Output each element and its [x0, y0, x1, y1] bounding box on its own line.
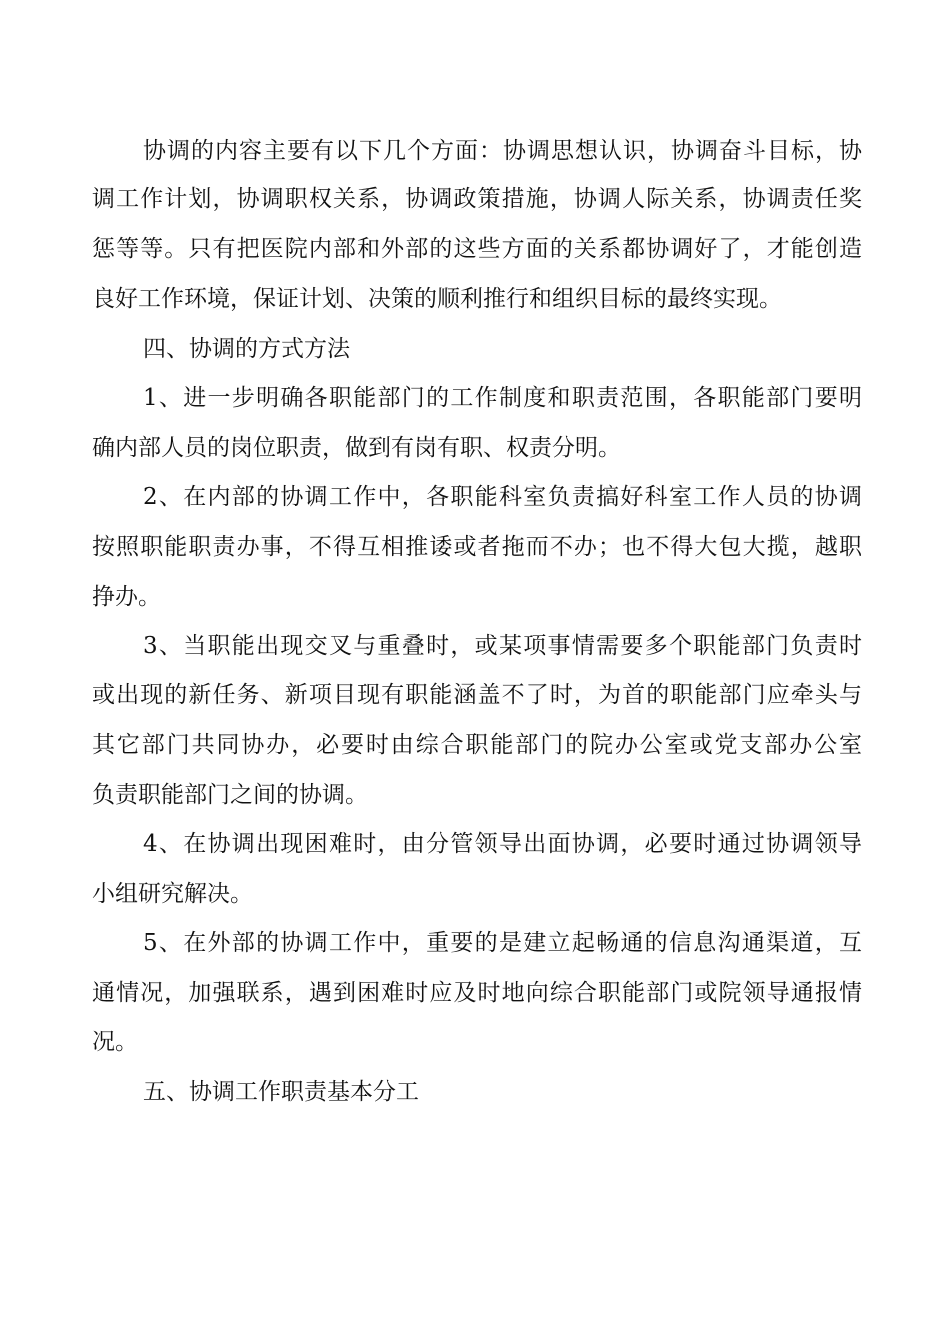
list-item-3: 其它部门共同协办，必要时由综合职能部门的院办公室或党支部办公室 [92, 732, 862, 758]
list-item-5: 通情况，加强联系，遇到困难时应及时地向综合职能部门或院领导通报情 [92, 980, 862, 1006]
paragraph-coordination-content: 惩等等。只有把医院内部和外部的这些方面的关系都协调好了，才能创造 [92, 236, 862, 262]
list-item-5: 5、在外部的协调工作中，重要的是建立起畅通的信息沟通渠道，互 [143, 930, 862, 956]
list-item-3: 负责职能部门之间的协调。 [92, 782, 368, 808]
section-heading-division-of-duties: 五、协调工作职责基本分工 [143, 1079, 419, 1105]
list-item-2: 按照职能职责办事，不得互相推诿或者拖而不办；也不得大包大揽，越职 [92, 534, 862, 560]
paragraph-coordination-content: 协调的内容主要有以下几个方面：协调思想认识，协调奋斗目标，协 [143, 138, 862, 164]
list-item-2: 2、在内部的协调工作中，各职能科室负责搞好科室工作人员的协调 [143, 484, 862, 510]
list-item-1: 1、进一步明确各职能部门的工作制度和职责范围，各职能部门要明 [143, 385, 862, 411]
list-item-4: 4、在协调出现困难时，由分管领导出面协调，必要时通过协调领导 [143, 831, 862, 857]
list-item-3: 或出现的新任务、新项目现有职能涵盖不了时，为首的职能部门应牵头与 [92, 682, 862, 708]
list-item-3: 3、当职能出现交叉与重叠时，或某项事情需要多个职能部门负责时 [143, 633, 862, 659]
list-item-5: 况。 [92, 1029, 138, 1055]
section-heading-methods: 四、协调的方式方法 [143, 336, 350, 362]
list-item-1: 确内部人员的岗位职责，做到有岗有职、权责分明。 [92, 435, 621, 461]
paragraph-coordination-content: 调工作计划，协调职权关系，协调政策措施，协调人际关系，协调责任奖 [92, 186, 862, 212]
list-item-4: 小组研究解决。 [92, 881, 253, 907]
list-item-2: 挣办。 [92, 584, 161, 610]
paragraph-coordination-content: 良好工作环境，保证计划、决策的顺利推行和组织目标的最终实现。 [92, 286, 782, 312]
